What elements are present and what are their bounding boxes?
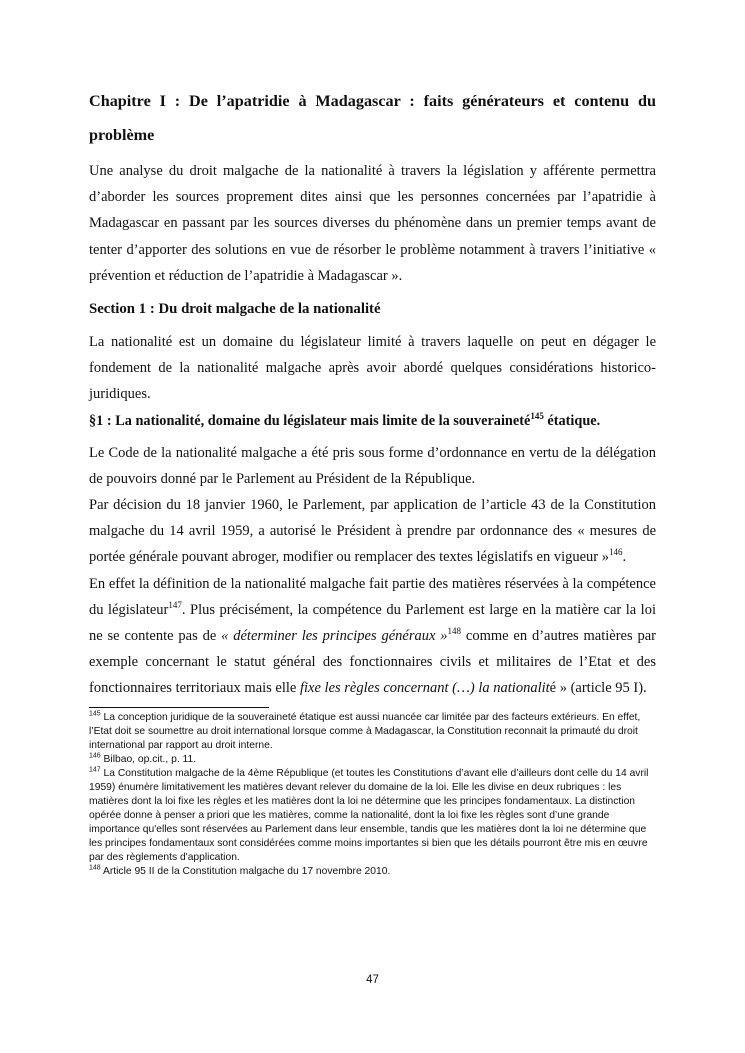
subsection-title-end: étatique. xyxy=(543,412,601,429)
body-paragraph-2-end: . xyxy=(622,549,627,566)
footnote-145 xyxy=(89,711,656,753)
footnote-147 xyxy=(89,767,656,865)
quote-fixe-les-regles: fixe les règles concernant (…) la nationalit xyxy=(299,680,550,697)
footnote-148 xyxy=(89,865,656,879)
footnote-number: 148 xyxy=(89,864,101,872)
footnote-ref-147[interactable]: 147 xyxy=(168,600,182,611)
footnote-number: 145 xyxy=(89,710,101,718)
body-paragraph-1: Le Code de la nationalité malgache a été pris sous forme d’ordonnance en vertu de la délégation de pouvoirs donné par le Parlement au Président de la République. xyxy=(89,444,656,487)
footnote-ref-146[interactable]: 146 xyxy=(609,547,623,558)
footnote-ref-148[interactable]: 148 xyxy=(447,626,462,637)
footnote-text: Article 95 II de la Constitution malgache du 17 novembre 2010. xyxy=(100,865,391,877)
footnotes xyxy=(89,711,656,879)
body-paragraph-3 xyxy=(89,571,656,702)
footnote-text: La conception juridique de la souveraineté étatique est aussi nuancée car limitée par des facteurs extérieurs. En effet, l’Etat doit se soumettre au droit international lorsque comme à Madagascar, la Constitution reconnait la primauté du droit international par rapport au droit interne. xyxy=(89,711,641,751)
footnote-separator xyxy=(89,707,269,708)
intro-paragraph: Une analyse du droit malgache de la nationalité à travers la législation y afférente permettra d’aborder les sources proprement dites ainsi que les personnes concernées par l’apatridie à Madagascar en passant par les sources diverses du phénomène dans un premier temps avant de tenter d’apporter des solutions en vue de résorber le problème notamment à travers l’initiative « prévention et réduction de l’apatridie à Madagascar ». xyxy=(89,163,656,284)
body-paragraph-2 xyxy=(89,492,656,571)
chapter-title: Chapitre I : De l’apatridie à Madagascar : faits générateurs et contenu du problème xyxy=(89,92,656,144)
body-paragraph-2-text: Par décision du 18 janvier 1960, le Parlement, par application de l’article 43 de la Constitution malgache du 14 avril 1959, a autorisé le Président à prendre par ordonnance des « mesures de portée générale pouvant abroger, modifier ou remplacer des textes législatifs en vigueur » xyxy=(89,497,656,566)
footnote-text: La Constitution malgache de la 4ème République (et toutes les Constitutions d’avant elle d’ailleurs dont celle du 14 avril 1959) énumère limitativement les matières devant relever du domaine de la loi. Elle les divise en deux rubriques : les matières dont la loi fixe les règles et les matières dont la loi ne détermine que les principes fondamentaux. La distinction opérée donne à penser a priori que les matières, comme la nationalité, dont la loi fixe les règles sont d’une grande importance qu'elles sont réservées au Parlement dans leur ensemble, tandis que les matières dont la loi ne détermine que les principes fondamentaux sont considérées comme moins importantes si bien que les détails pourront être mis en œuvre par des règlements d'application. xyxy=(89,767,649,863)
subsection-title xyxy=(89,408,656,434)
body-paragraph-3-part-b: . Plus précisément, la compétence du Parlement est large en la matière car la loi ne se contente pas de xyxy=(89,601,656,645)
quote-principes-generaux: « déterminer les principes généraux » xyxy=(221,628,448,645)
footnote-number: 147 xyxy=(89,766,101,774)
footnote-146 xyxy=(89,753,656,767)
footnote-text: Bilbao, op.cit., p. 11. xyxy=(100,753,197,765)
body-paragraph-3-part-d: é » (article 95 I). xyxy=(549,680,647,697)
document-page xyxy=(89,84,656,879)
body-paragraph-3-part-c: comme en d’autres matières par exemple concernant le statut général des fonctionnaires civils et militaires de l’Etat et des fonctionnaires territoriaux mais elle xyxy=(89,628,656,697)
subsection-title-text: §1 : La nationalité, domaine du législateur mais limite de la souveraineté xyxy=(89,412,531,429)
footnote-ref-145[interactable]: 145 xyxy=(530,410,544,421)
section-title: Section 1 : Du droit malgache de la nationalité xyxy=(89,301,381,318)
page-number: 47 xyxy=(366,974,379,986)
body-paragraph-3-part-a: En effet la définition de la nationalité malgache fait partie des matières réservées à la compétence du législateur xyxy=(89,575,656,618)
footnote-number: 146 xyxy=(89,752,101,760)
section-intro-paragraph: La nationalité est un domaine du législateur limité à travers laquelle on peut en dégager le fondement de la nationalité malgache après avoir abordé quelques considérations historico-juridiques. xyxy=(89,334,656,403)
